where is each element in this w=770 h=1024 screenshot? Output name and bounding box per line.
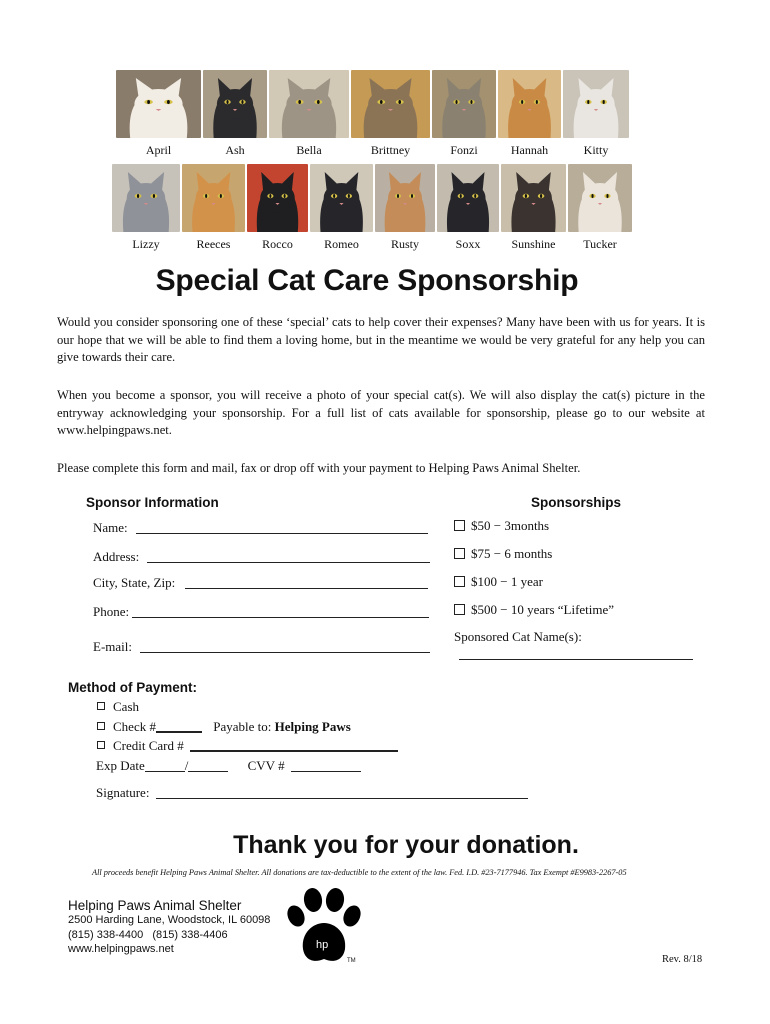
payment-heading: Method of Payment: xyxy=(68,680,198,695)
sponsored-cat-names-label: Sponsored Cat Name(s): xyxy=(454,629,582,644)
cat-card-hannah xyxy=(497,70,562,158)
cat-card-fonzi xyxy=(431,70,497,158)
cvv-label: CVV # xyxy=(247,758,285,773)
sponsored-cat-names-line[interactable] xyxy=(459,648,693,660)
exp-cvv-row[interactable] xyxy=(96,758,361,774)
revision-label: Rev. 8/18 xyxy=(662,954,703,965)
address-line[interactable] xyxy=(147,551,430,563)
option-50-label: $50 − 3months xyxy=(471,518,550,533)
cat-name-label: Rusty xyxy=(390,237,419,251)
cat-name-label: Romeo xyxy=(324,237,359,251)
credit-label: Credit Card # xyxy=(113,738,184,753)
intro-paragraph: Would you consider sponsoring one of these ‘special’ cats to help cover their expenses? Many have been with us for years. It is our hope that we will be able to find them a loving home, but in the meantime we would be very grateful for any help you can give towards their care. xyxy=(57,315,705,364)
cat-photo-rusty xyxy=(375,164,435,232)
sponsor-info-heading: Sponsor Information xyxy=(86,495,219,510)
option-100-label: $100 − 1 year xyxy=(471,574,543,589)
cat-photo-sunshine xyxy=(501,164,566,232)
cat-photo-ash xyxy=(203,70,267,138)
cat-photo-romeo xyxy=(310,164,373,232)
cvv-line[interactable] xyxy=(291,760,361,772)
sponsorships-heading: Sponsorships xyxy=(531,495,622,510)
tax-disclaimer: All proceeds benefit Helping Paws Animal Shelter. All donations are tax-deductible to the extent of the law. Fed. I.D. #23-7177946. Tax Exempt #E9983-2267-05 xyxy=(92,868,627,877)
cat-photo-brittney xyxy=(351,70,430,138)
address-label: Address: xyxy=(93,549,140,564)
sponsorship-option-500[interactable] xyxy=(454,602,614,618)
page-title: Special Cat Care Sponsorship xyxy=(155,264,579,297)
checkbox-100[interactable] xyxy=(454,576,465,587)
cat-name-label: Tucker xyxy=(583,237,617,251)
name-label: Name: xyxy=(93,520,128,535)
paw-logo-icon xyxy=(283,887,363,969)
cat-photo-lizzy xyxy=(112,164,180,232)
cat-name-label: Fonzi xyxy=(450,143,478,157)
phone-field[interactable] xyxy=(93,604,429,620)
cat-card-april xyxy=(115,70,202,158)
cat-card-rusty xyxy=(374,164,436,252)
payable-to-value: Helping Paws xyxy=(274,719,351,734)
exp-date-label: Exp Date xyxy=(96,758,145,773)
checkbox-500[interactable] xyxy=(454,604,465,615)
check-label: Check # xyxy=(113,719,156,734)
name-line[interactable] xyxy=(136,522,428,534)
payable-to-label: Payable to: xyxy=(213,719,272,734)
org-website: www.helpingpaws.net xyxy=(68,943,174,955)
exp-year-line[interactable] xyxy=(188,760,228,772)
credit-card-line[interactable] xyxy=(190,739,398,752)
payment-check-option[interactable] xyxy=(97,719,351,735)
logo-initials: hp xyxy=(316,939,329,951)
cat-card-tucker xyxy=(567,164,633,252)
city-state-zip-label: City, State, Zip: xyxy=(93,575,176,590)
instructions-paragraph: Please complete this form and mail, fax or drop off with your payment to Helping Paws Animal Shelter. xyxy=(57,461,581,475)
cat-photo-reeces xyxy=(182,164,245,232)
cat-name-label: Reeces xyxy=(196,237,231,251)
cat-photo-tucker xyxy=(568,164,632,232)
cat-name-label: Ash xyxy=(225,143,245,157)
check-checkbox[interactable] xyxy=(97,722,105,730)
email-field[interactable] xyxy=(93,639,430,655)
cat-photo-bella xyxy=(269,70,349,138)
exp-month-line[interactable] xyxy=(145,760,185,772)
cat-photo-rocco xyxy=(247,164,308,232)
org-address: 2500 Harding Lane, Woodstock, IL 60098 xyxy=(68,914,271,926)
cat-card-romeo xyxy=(309,164,374,252)
email-label: E-mail: xyxy=(93,639,132,654)
cat-row-2 xyxy=(111,164,633,252)
sponsorship-option-50[interactable] xyxy=(454,518,549,534)
cat-photo-hannah xyxy=(498,70,561,138)
cat-row-1 xyxy=(115,70,630,158)
address-field[interactable] xyxy=(93,549,430,565)
logo-trademark: TM xyxy=(347,958,356,964)
sponsorship-option-75[interactable] xyxy=(454,546,552,562)
cat-card-kitty xyxy=(562,70,630,158)
checkbox-75[interactable] xyxy=(454,548,465,559)
cat-name-label: Soxx xyxy=(455,237,481,251)
cat-photo-kitty xyxy=(563,70,629,138)
cat-card-reeces xyxy=(181,164,246,252)
signature-row[interactable] xyxy=(96,785,528,801)
city-state-zip-field[interactable] xyxy=(93,575,428,591)
cat-card-ash xyxy=(202,70,268,158)
name-field[interactable] xyxy=(93,520,428,536)
phone-label: Phone: xyxy=(93,604,130,619)
cash-checkbox[interactable] xyxy=(97,702,105,710)
cat-name-label: Hannah xyxy=(510,143,549,157)
payment-cash-option[interactable] xyxy=(97,699,139,715)
cat-card-bella xyxy=(268,70,350,158)
thank-you-heading: Thank you for your donation. xyxy=(233,831,579,859)
org-name: Helping Paws Animal Shelter xyxy=(68,898,242,913)
cat-name-label: Sunshine xyxy=(511,237,556,251)
checkbox-50[interactable] xyxy=(454,520,465,531)
phone-line[interactable] xyxy=(132,606,429,618)
cat-name-label: Brittney xyxy=(370,143,411,157)
cat-photo-fonzi xyxy=(432,70,496,138)
org-contact-block xyxy=(68,913,270,957)
cat-card-sunshine xyxy=(500,164,567,252)
cat-photo-soxx xyxy=(437,164,499,232)
cat-name-label: April xyxy=(145,143,172,157)
signature-line[interactable] xyxy=(156,787,528,799)
city-state-zip-line[interactable] xyxy=(185,577,428,589)
cat-card-rocco xyxy=(246,164,309,252)
sponsorship-option-100[interactable] xyxy=(454,574,543,590)
cat-name-label: Rocco xyxy=(262,237,293,251)
cat-name-label: Bella xyxy=(296,143,322,157)
cat-name-label: Lizzy xyxy=(132,237,160,251)
cat-card-soxx xyxy=(436,164,500,252)
sponsor-benefit-paragraph: When you become a sponsor, you will receive a photo of your special cat(s). We will also display the cat(s) picture in the entryway acknowledging your sponsorship. For a full list of cats available for sponsorship, please go to our website at www.helpingpaws.net. xyxy=(57,388,705,437)
payment-credit-option[interactable] xyxy=(97,738,398,754)
option-500-label: $500 − 10 years “Lifetime” xyxy=(471,602,615,617)
cat-photo-april xyxy=(116,70,201,138)
cat-name-label: Kitty xyxy=(583,143,609,157)
cat-card-lizzy xyxy=(111,164,181,252)
org-phones: (815) 338-4400 (815) 338-4406 xyxy=(68,928,228,941)
signature-label: Signature: xyxy=(96,785,150,800)
cat-card-brittney xyxy=(350,70,431,158)
check-number-line[interactable] xyxy=(156,720,202,733)
credit-checkbox[interactable] xyxy=(97,741,105,749)
email-line[interactable] xyxy=(140,641,430,653)
cash-label: Cash xyxy=(113,699,139,714)
exp-slash: / xyxy=(184,758,189,773)
option-75-label: $75 − 6 months xyxy=(471,546,553,561)
